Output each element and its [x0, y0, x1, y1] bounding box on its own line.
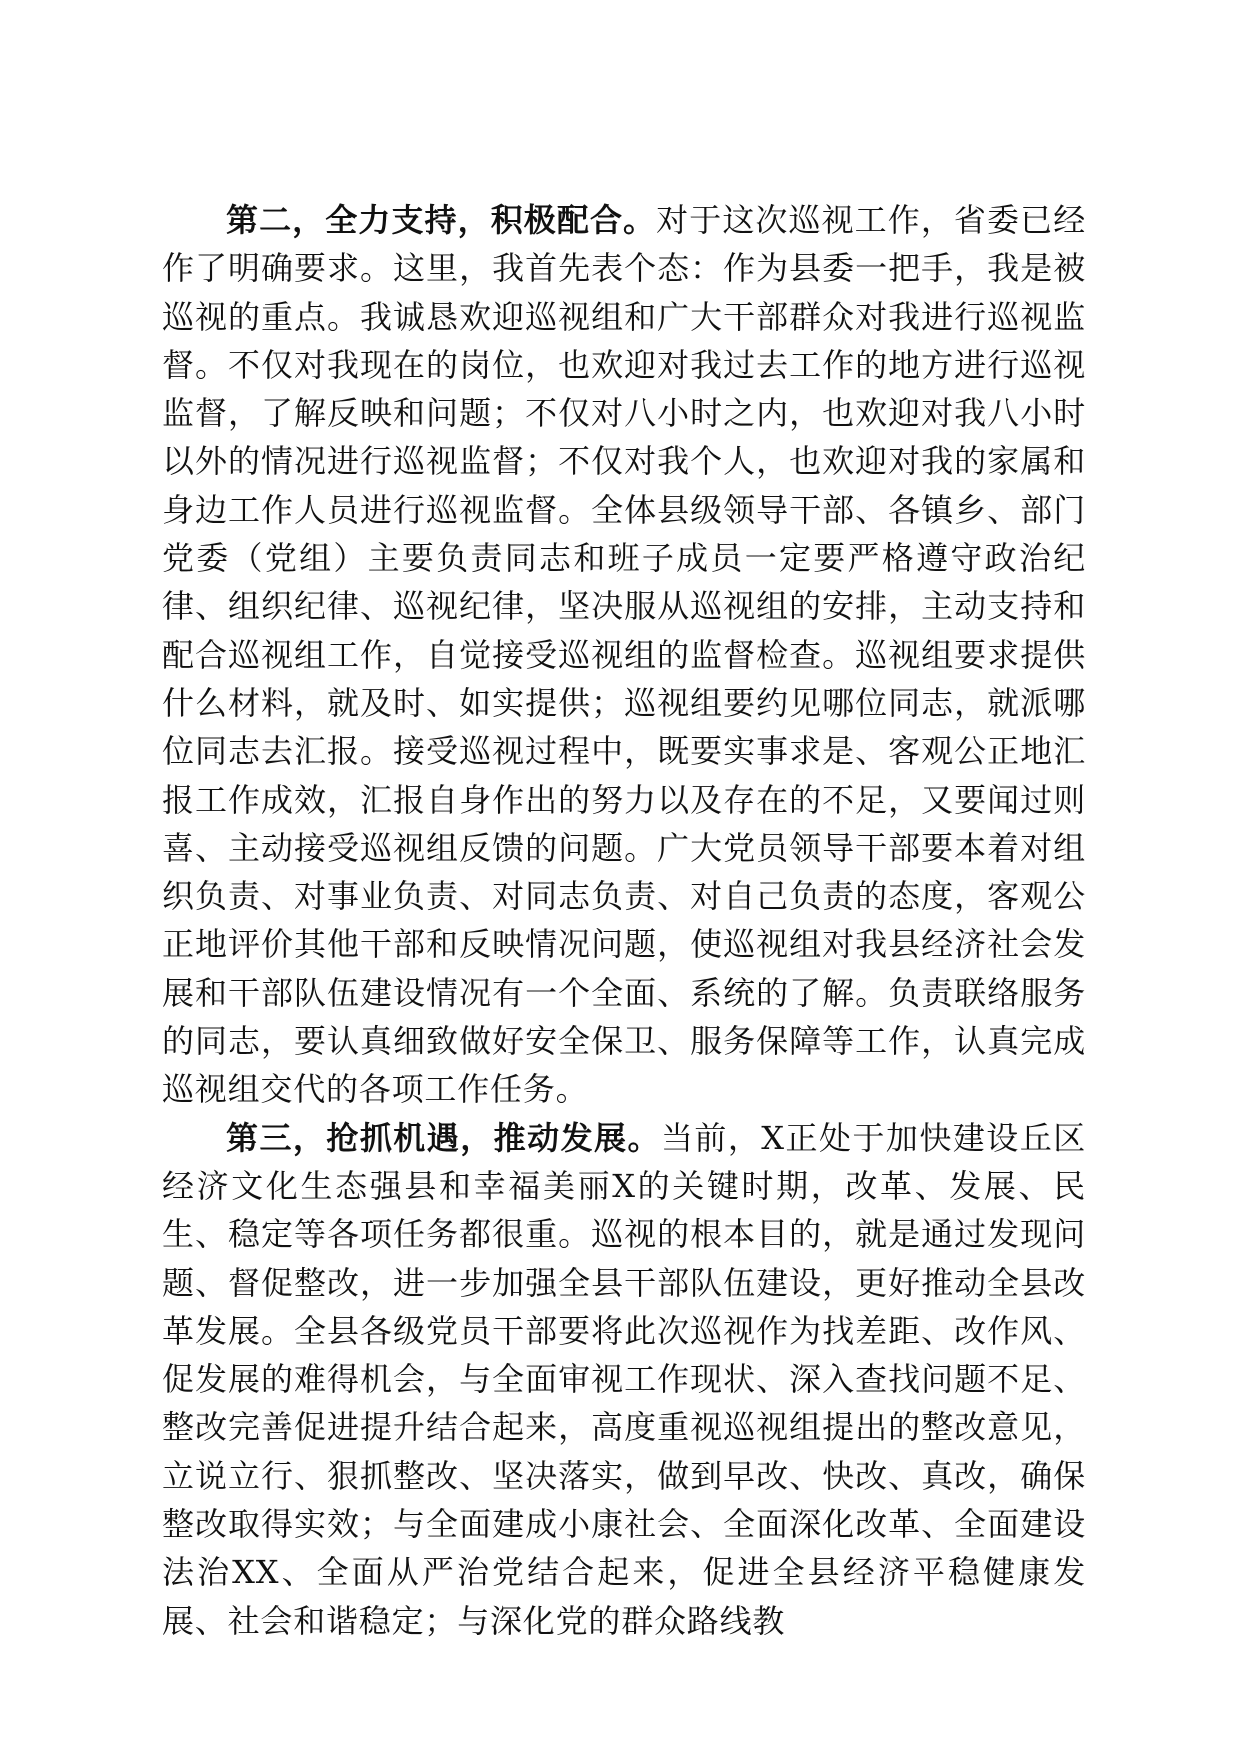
paragraph-seize-opportunity [162, 1114, 1086, 1645]
paragraph-text: 对于这次巡视工作，省委已经作了明确要求。这里，我首先表个态：作为县委一把手，我是被巡视的重点。我诚恳欢迎巡视组和广大干部群众对我进行巡视监督。不仅对我现在的岗位，也欢迎对我过去工作的地方进行巡视监督，了解反映和问题；不仅对八小时之内，也欢迎对我八小时以外的情况进行巡视监督；不仅对我个人，也欢迎对我的家属和身边工作人员进行巡视监督。全体县级领导干部、各镇乡、部门党委（党组）主要负责同志和班子成员一定要严格遵守政治纪律、组织纪律、巡视纪律，坚决服从巡视组的安排，主动支持和配合巡视组工作，自觉接受巡视组的监督检查。巡视组要求提供什么材料，就及时、如实提供；巡视组要约见哪位同志，就派哪位同志去汇报。接受巡视过程中，既要实事求是、客观公正地汇报工作成效，汇报自身作出的努力以及存在的不足，又要闻过则喜、主动接受巡视组反馈的问题。广大党员领导干部要本着对组织负责、对事业负责、对同志负责、对自己负责的态度，客观公正地评价其他干部和反映情况问题，使巡视组对我县经济社会发展和干部队伍建设情况有一个全面、系统的了解。负责联络服务的同志，要认真细致做好安全保卫、服务保障等工作，认真完成巡视组交代的各项工作任务。 [162, 201, 1086, 1109]
paragraph-text: 当前，X正处于加快建设丘区经济文化生态强县和幸福美丽X的关键时期，改革、发展、民生、稳定等各项任务都很重。巡视的根本目的，就是通过发现问题、督促整改，进一步加强全县干部队伍建设，更好推动全县改革发展。全县各级党员干部要将此次巡视作为找差距、改作风、促发展的难得机会，与全面审视工作现状、深入查找问题不足、整改完善促进提升结合起来，高度重视巡视组提出的整改意见，立说立行、狠抓整改、坚决落实，做到早改、快改、真改，确保整改取得实效；与全面建成小康社会、全面深化改革、全面建设法治XX、全面从严治党结合起来，促进全县经济平稳健康发展、社会和谐稳定；与深化党的群众路线教 [162, 1118, 1086, 1640]
document-body [162, 196, 1086, 1645]
paragraph-heading: 第三，抢抓机遇，推动发展。 [226, 1118, 661, 1157]
paragraph-heading: 第二，全力支持，积极配合。 [226, 201, 657, 239]
paragraph-support-cooperate [162, 196, 1086, 1114]
